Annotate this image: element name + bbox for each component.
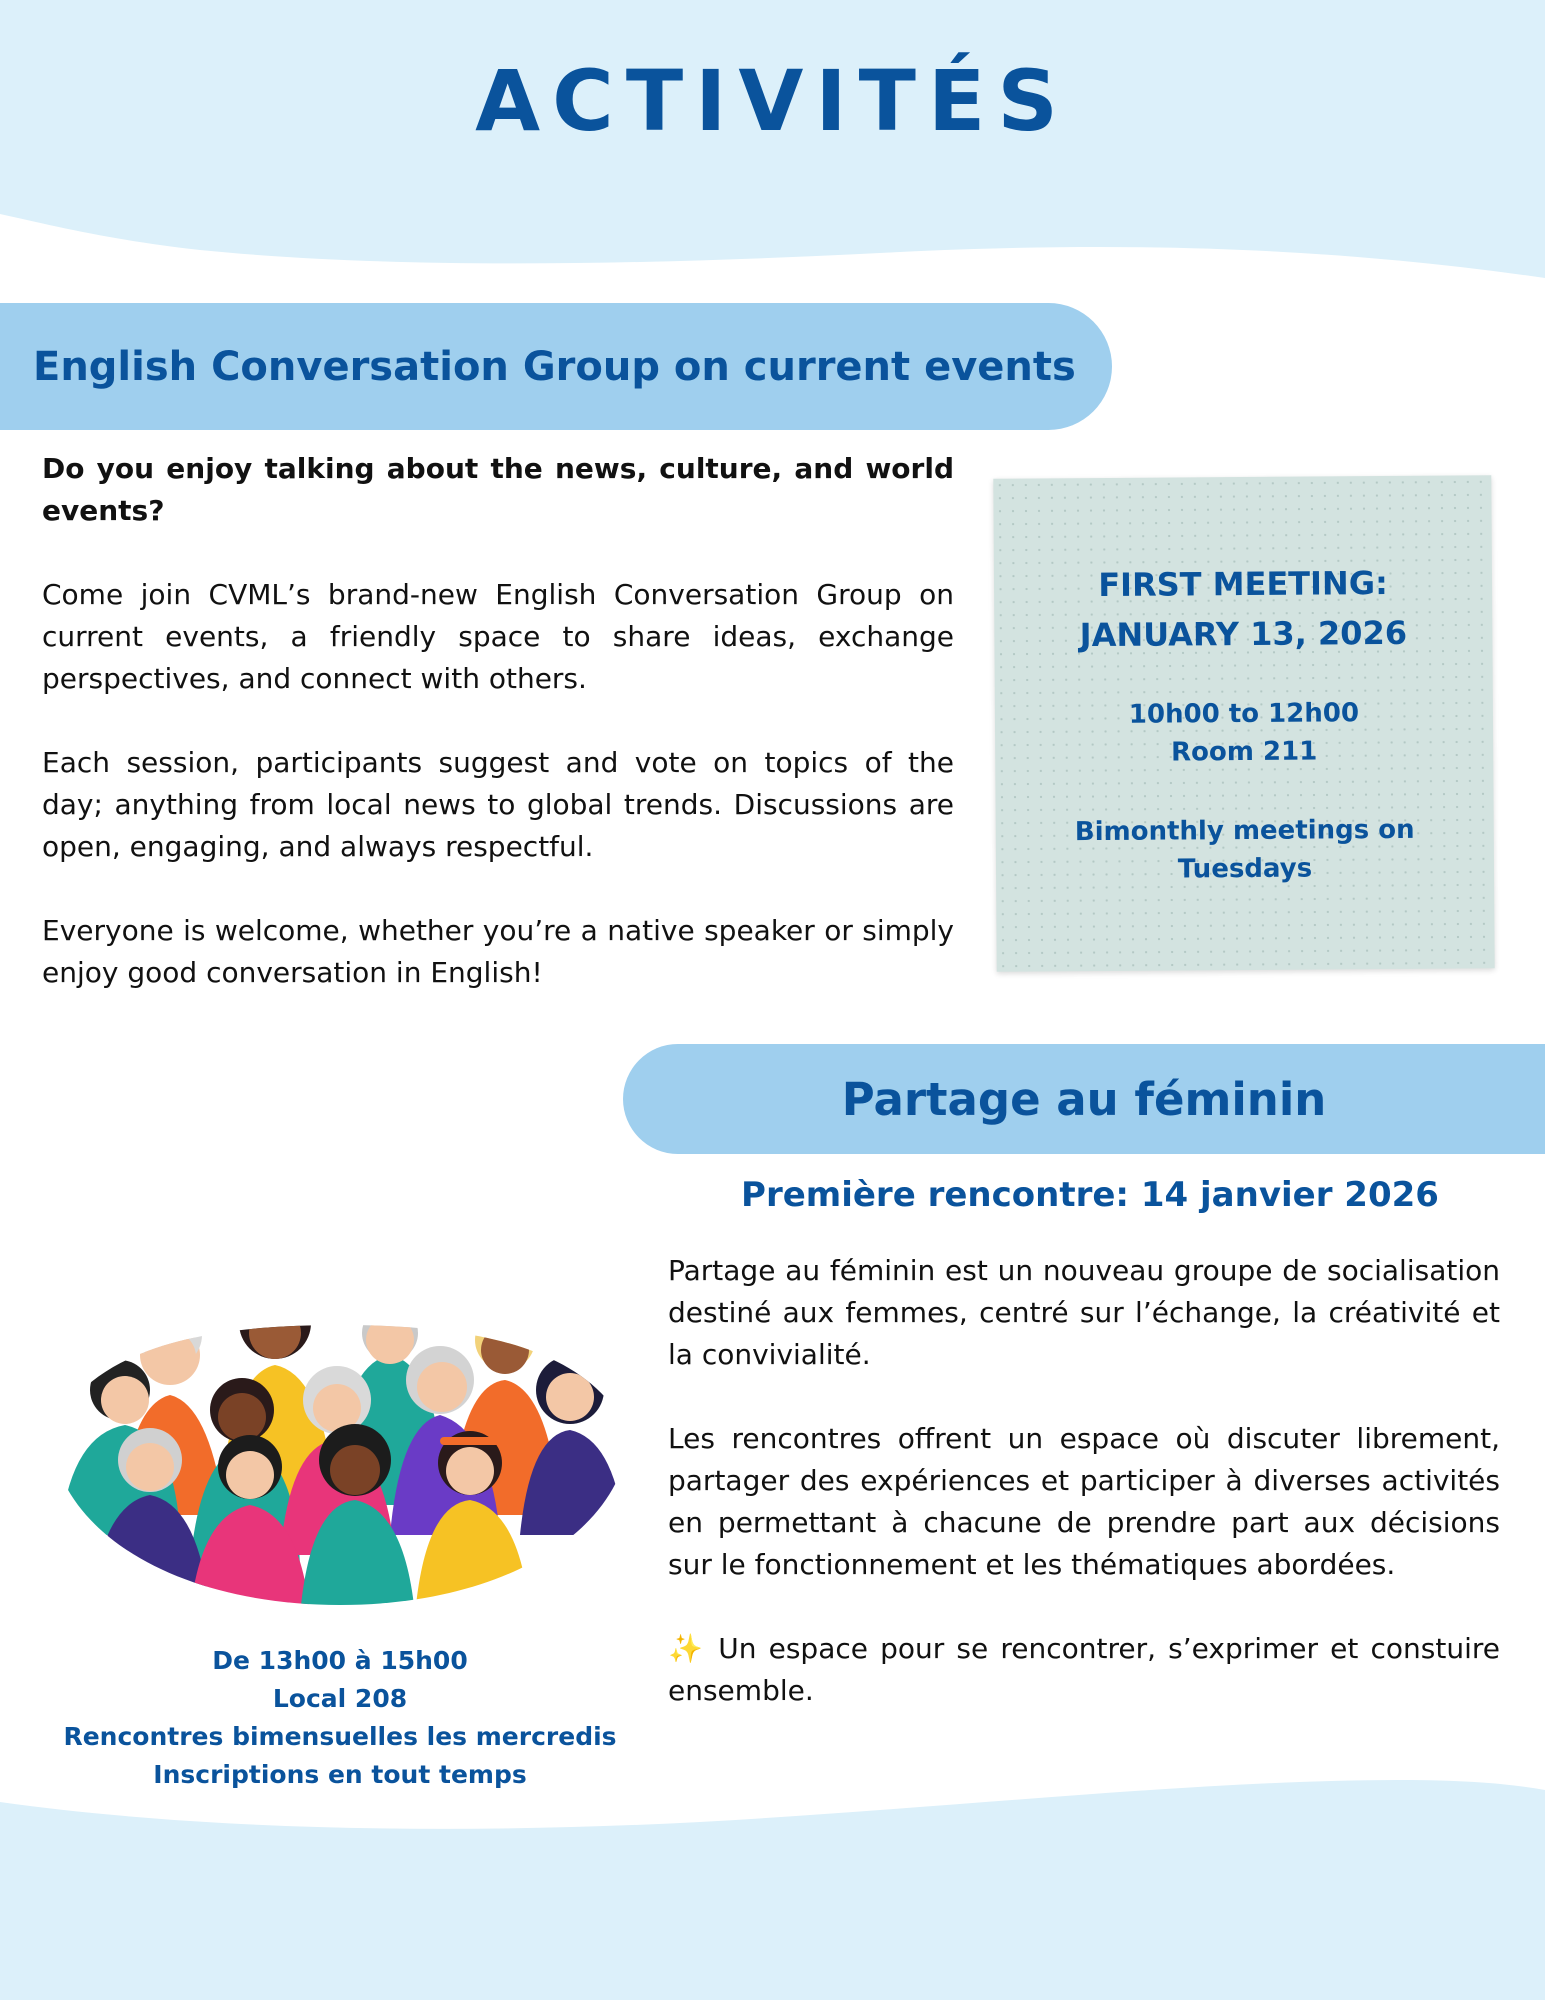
first-meeting-heading	[994, 557, 1493, 660]
english-group-description	[42, 448, 954, 994]
partage-first-meeting: Première rencontre: 14 janvier 2026	[741, 1175, 1439, 1215]
partage-banner-title: Partage au féminin	[841, 1072, 1327, 1126]
partage-details	[20, 1642, 660, 1794]
meeting-schedule-line-2: Tuesdays	[1177, 853, 1313, 885]
partage-paragraph-1: Partage au féminin est un nouveau groupe de socialisation destiné aux femmes, centré sur l’échange, la créativité et la convivialité.	[668, 1254, 1500, 1371]
meeting-schedule-line-1: Bimonthly meetings on	[1074, 814, 1415, 848]
meeting-schedule	[996, 810, 1495, 889]
english-group-paragraph-2: Each session, participants suggest and vote on topics of the day; anything from local news to global trends. Discussions are open, engaging, and always respectful.	[42, 746, 954, 863]
meeting-time: 10h00 to 12h00	[1128, 698, 1360, 730]
partage-paragraph-3: ✨ Un espace pour se rencontrer, s’exprimer et constuire ensemble.	[668, 1632, 1500, 1707]
english-group-paragraph-3: Everyone is welcome, whether you’re a native speaker or simply enjoy good conversation in English!	[42, 914, 954, 989]
partage-banner	[623, 1044, 1545, 1154]
english-group-question: Do you enjoy talking about the news, culture, and world events?	[42, 452, 954, 527]
partage-registration: Inscriptions en tout temps	[153, 1760, 527, 1789]
partage-room: Local 208	[272, 1684, 408, 1713]
group-of-women-illustration	[50, 1205, 630, 1615]
top-wave-background	[0, 0, 1545, 300]
partage-time: De 13h00 à 15h00	[212, 1646, 468, 1675]
partage-description	[668, 1250, 1500, 1712]
first-meeting-card	[993, 475, 1494, 971]
first-meeting-label: FIRST MEETING:	[1098, 563, 1388, 605]
first-meeting-date: JANUARY 13, 2026	[1079, 613, 1408, 655]
meeting-time-room	[995, 693, 1494, 772]
english-group-paragraph-1: Come join CVML’s brand-new English Conversation Group on current events, a friendly space to share ideas, exchange perspectives, and connect with others.	[42, 578, 954, 695]
page-title: ACTIVITÉS	[475, 52, 1070, 150]
english-group-banner-title: English Conversation Group on current events	[33, 343, 1076, 390]
partage-paragraph-2: Les rencontres offrent un espace où discuter librement, partager des expériences et participer à diverses activités en permettant à chacune de prendre part aux décisions sur le fonctionnement et les thématiques abordées.	[668, 1422, 1500, 1581]
meeting-room: Room 211	[1171, 736, 1318, 768]
partage-schedule: Rencontres bimensuelles les mercredis	[63, 1722, 617, 1751]
english-group-banner	[0, 303, 1112, 430]
